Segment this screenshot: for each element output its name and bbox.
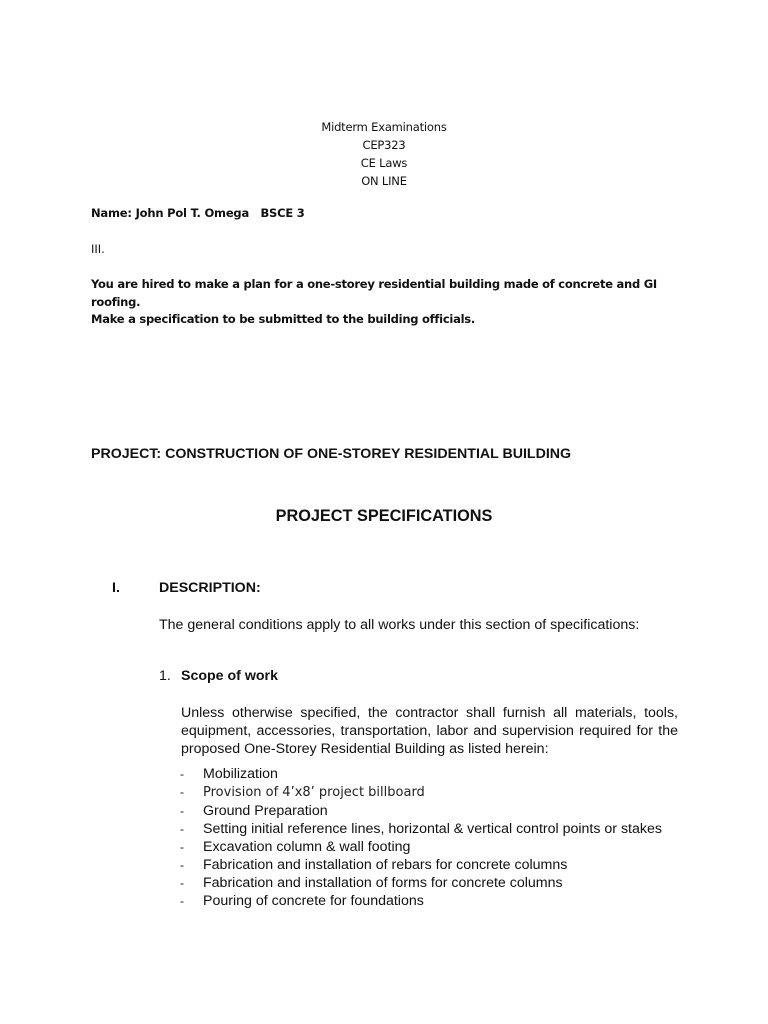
scope-title: Scope of work <box>181 668 278 684</box>
dash-bullet: - <box>180 785 184 799</box>
dash-bullet: - <box>180 767 184 781</box>
course-code: CEP323 <box>362 138 406 152</box>
list-item: - Fabrication and installation of forms for concrete columns <box>180 875 563 891</box>
list-item: - Pouring of concrete for foundations <box>180 893 424 909</box>
dash-bullet: - <box>180 822 184 836</box>
dash-bullet: - <box>180 804 184 818</box>
exam-mode: ON LINE <box>361 174 407 188</box>
project-title: PROJECT: CONSTRUCTION OF ONE-STOREY RESIDENTIAL BUILDING <box>91 446 572 462</box>
list-item: - Fabrication and installation of rebars for concrete columns <box>180 857 568 873</box>
dash-bullet: - <box>180 840 184 854</box>
dash-bullet: - <box>180 858 184 872</box>
specifications-title: PROJECT SPECIFICATIONS <box>275 507 493 525</box>
part-label: III. <box>91 242 105 256</box>
section-title: DESCRIPTION: <box>159 580 261 596</box>
student-line <box>91 206 305 220</box>
section-number: I. <box>112 580 120 596</box>
task-statement <box>91 276 691 329</box>
task-line-1: You are hired to make a plan for a one-storey residential building made of concrete and GI roofing. <box>91 277 657 309</box>
dash-bullet: - <box>180 894 184 908</box>
list-item: - Ground Preparation <box>180 803 328 819</box>
list-item: - Setting initial reference lines, horizontal & vertical control points or stakes <box>180 821 662 837</box>
exam-title: Midterm Examinations <box>321 120 447 134</box>
scope-number: 1. <box>159 668 171 684</box>
dash-bullet: - <box>180 876 184 890</box>
scope-paragraph: Unless otherwise specified, the contractor shall furnish all materials, tools, equipment, accessories, transportation, labor and supervision required for the proposed One-Storey Residential Building as listed herein: <box>181 705 678 757</box>
task-line-2: Make a specification to be submitted to the building officials. <box>91 312 476 326</box>
scope-items-list <box>180 765 678 910</box>
student-name: Name: John Pol T. Omega <box>91 206 250 220</box>
list-item: - Excavation column & wall footing <box>180 839 411 855</box>
student-program: BSCE 3 <box>260 206 305 220</box>
list-item: - Mobilization <box>180 766 278 782</box>
list-item: - Provision of 4’x8’ project billboard <box>180 785 425 800</box>
course-name: CE Laws <box>360 156 408 170</box>
general-conditions-text: The general conditions apply to all works under this section of specifications: <box>159 617 640 633</box>
